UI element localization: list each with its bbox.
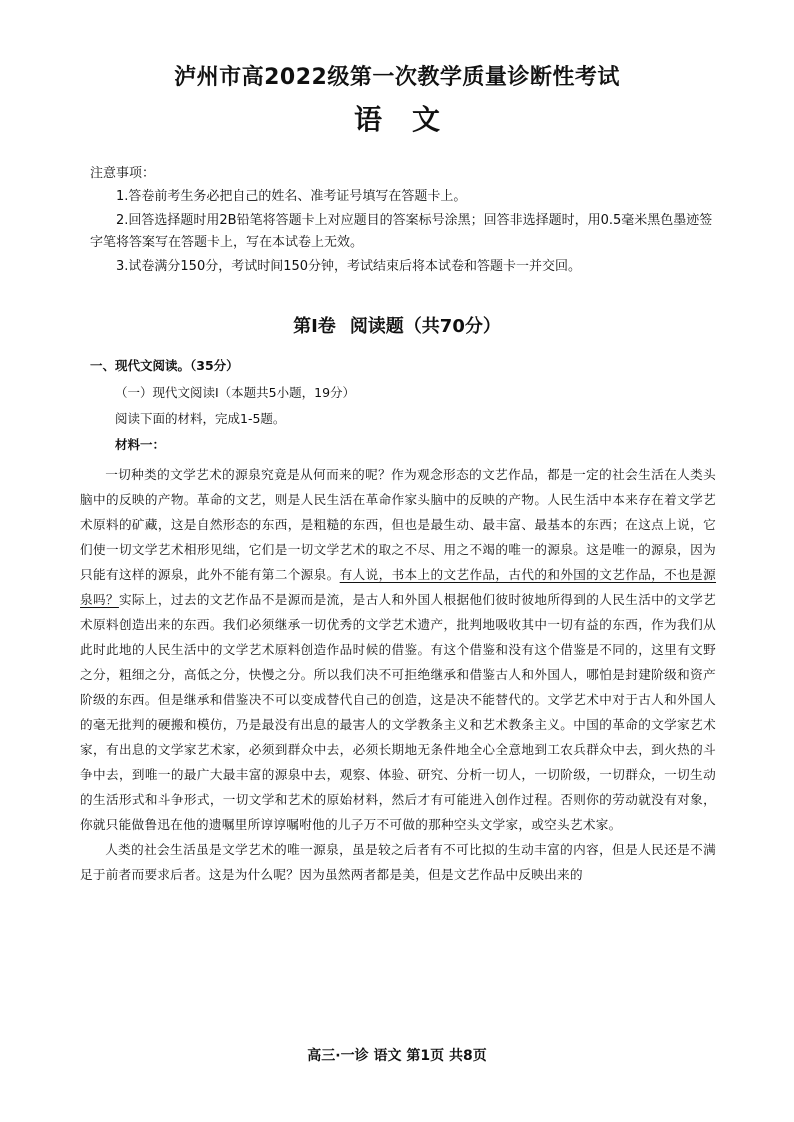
material-paragraph: 人类的社会生活虽是文学艺术的唯一源泉，虽是较之后者有不可比拟的生动丰富的内容，但是人民还是不满足于前者而要求后者。这是为什么呢？因为虽然两者都是美，但是文艺作品中反映出来的 [80,842,716,882]
notes-heading: 注意事项： [90,166,156,181]
material-label: 材料一： [115,437,166,452]
material-body [80,462,716,887]
underlined-sentence: 有人说，书本上的文艺作品，古代的和外国的文艺作品，不也是源泉吗？ [80,567,717,607]
note-item: 1.答卷前考生务必把自己的姓名、准考证号填写在答题卡上。 [116,189,467,204]
note-item: 2.回答选择题时用2B铅笔将答题卡上对应题目的答案标号涂黑；回答非选择题时，用0.5毫米黑色墨迹签字笔将答案写在答题卡上，写在本试卷上无效。 [90,212,713,250]
subsection-heading: （一）现代文阅读Ⅰ（本题共5小题，19分） [115,385,356,400]
exam-title: 泸州市高2022级第一次教学质量诊断性考试 [174,65,620,90]
paragraph-text: 实际上，过去的文艺作品不是源而是流，是古人和外国人根据他们彼时彼地所得到的人民生活中的文学艺术原料创造出来的东西。我们必须继承一切优秀的文学艺术遗产，批判地吸收其中一切有益的东西，作为我们从此时此地的人民生活中的文学艺术原料创造作品时候的借鉴。有这个借鉴和没有这个借鉴是不同的，这里有文野之分，粗细之分，高低之分，快慢之分。所以我们决不可拒绝继承和借鉴古人和外国人，哪怕是封建阶级和资产阶级的东西。但是继承和借鉴决不可以变成替代自己的创造，这是决不能替代的。文学艺术中对于古人和外国人的毫无批判的硬搬和模仿，乃是最没有出息的最害人的文学教条主义和艺术教条主义。中国的革命的文学家艺术家，有出息的文学家艺术家，必须到群众中去，必须长期地无条件地全心全意地到工农兵群众中去，到火热的斗争中去，到唯一的最广大最丰富的源泉中去，观察、体验、研究、分析一切人，一切阶级，一切群众，一切生动的生活形式和斗争形式，一切文学和艺术的原始材料，然后才有可能进入创作过程。否则你的劳动就没有对象，你就只能做鲁迅在他的遗嘱里所谆谆嘱咐他的儿子万不可做的那种空头文学家，或空头艺术家。 [80,592,716,832]
reading-instruction: 阅读下面的材料，完成1-5题。 [115,411,286,426]
material-paragraph [80,462,716,837]
page-footer: 高三·一诊 语文 第1页 共8页 [307,1048,487,1064]
note-item: 3.试卷满分150分，考试时间150分钟，考试结束后将本试卷和答题卡一并交回。 [116,258,582,274]
part-heading [0,312,794,338]
notes-list [90,186,714,279]
section-heading: 一、现代文阅读。（35分） [90,358,239,373]
part-label: 第Ⅰ卷 [293,316,336,337]
paragraph-text: 一切种类的文学艺术的源泉究竟是从何而来的呢？作为观念形态的文艺作品，都是一定的社会生活在人类头脑中的反映的产物。革命的文艺，则是人民生活在革命作家头脑中的反映的产物。人民生活中本来存在着文学艺术原料的矿藏，这是自然形态的东西，是粗糙的东西，但也是最生动、最丰富、最基本的东西；在这点上说，它们使一切文学艺术相形见绌，它们是一切文学艺术的取之不尽、用之不竭的唯一的源泉。这是唯一的源泉，因为只能有这样的源泉，此外不能有第二个源泉。 [80,467,716,582]
part-title: 阅读题（共70分） [349,316,501,337]
subject-title: 语文 [353,103,470,136]
